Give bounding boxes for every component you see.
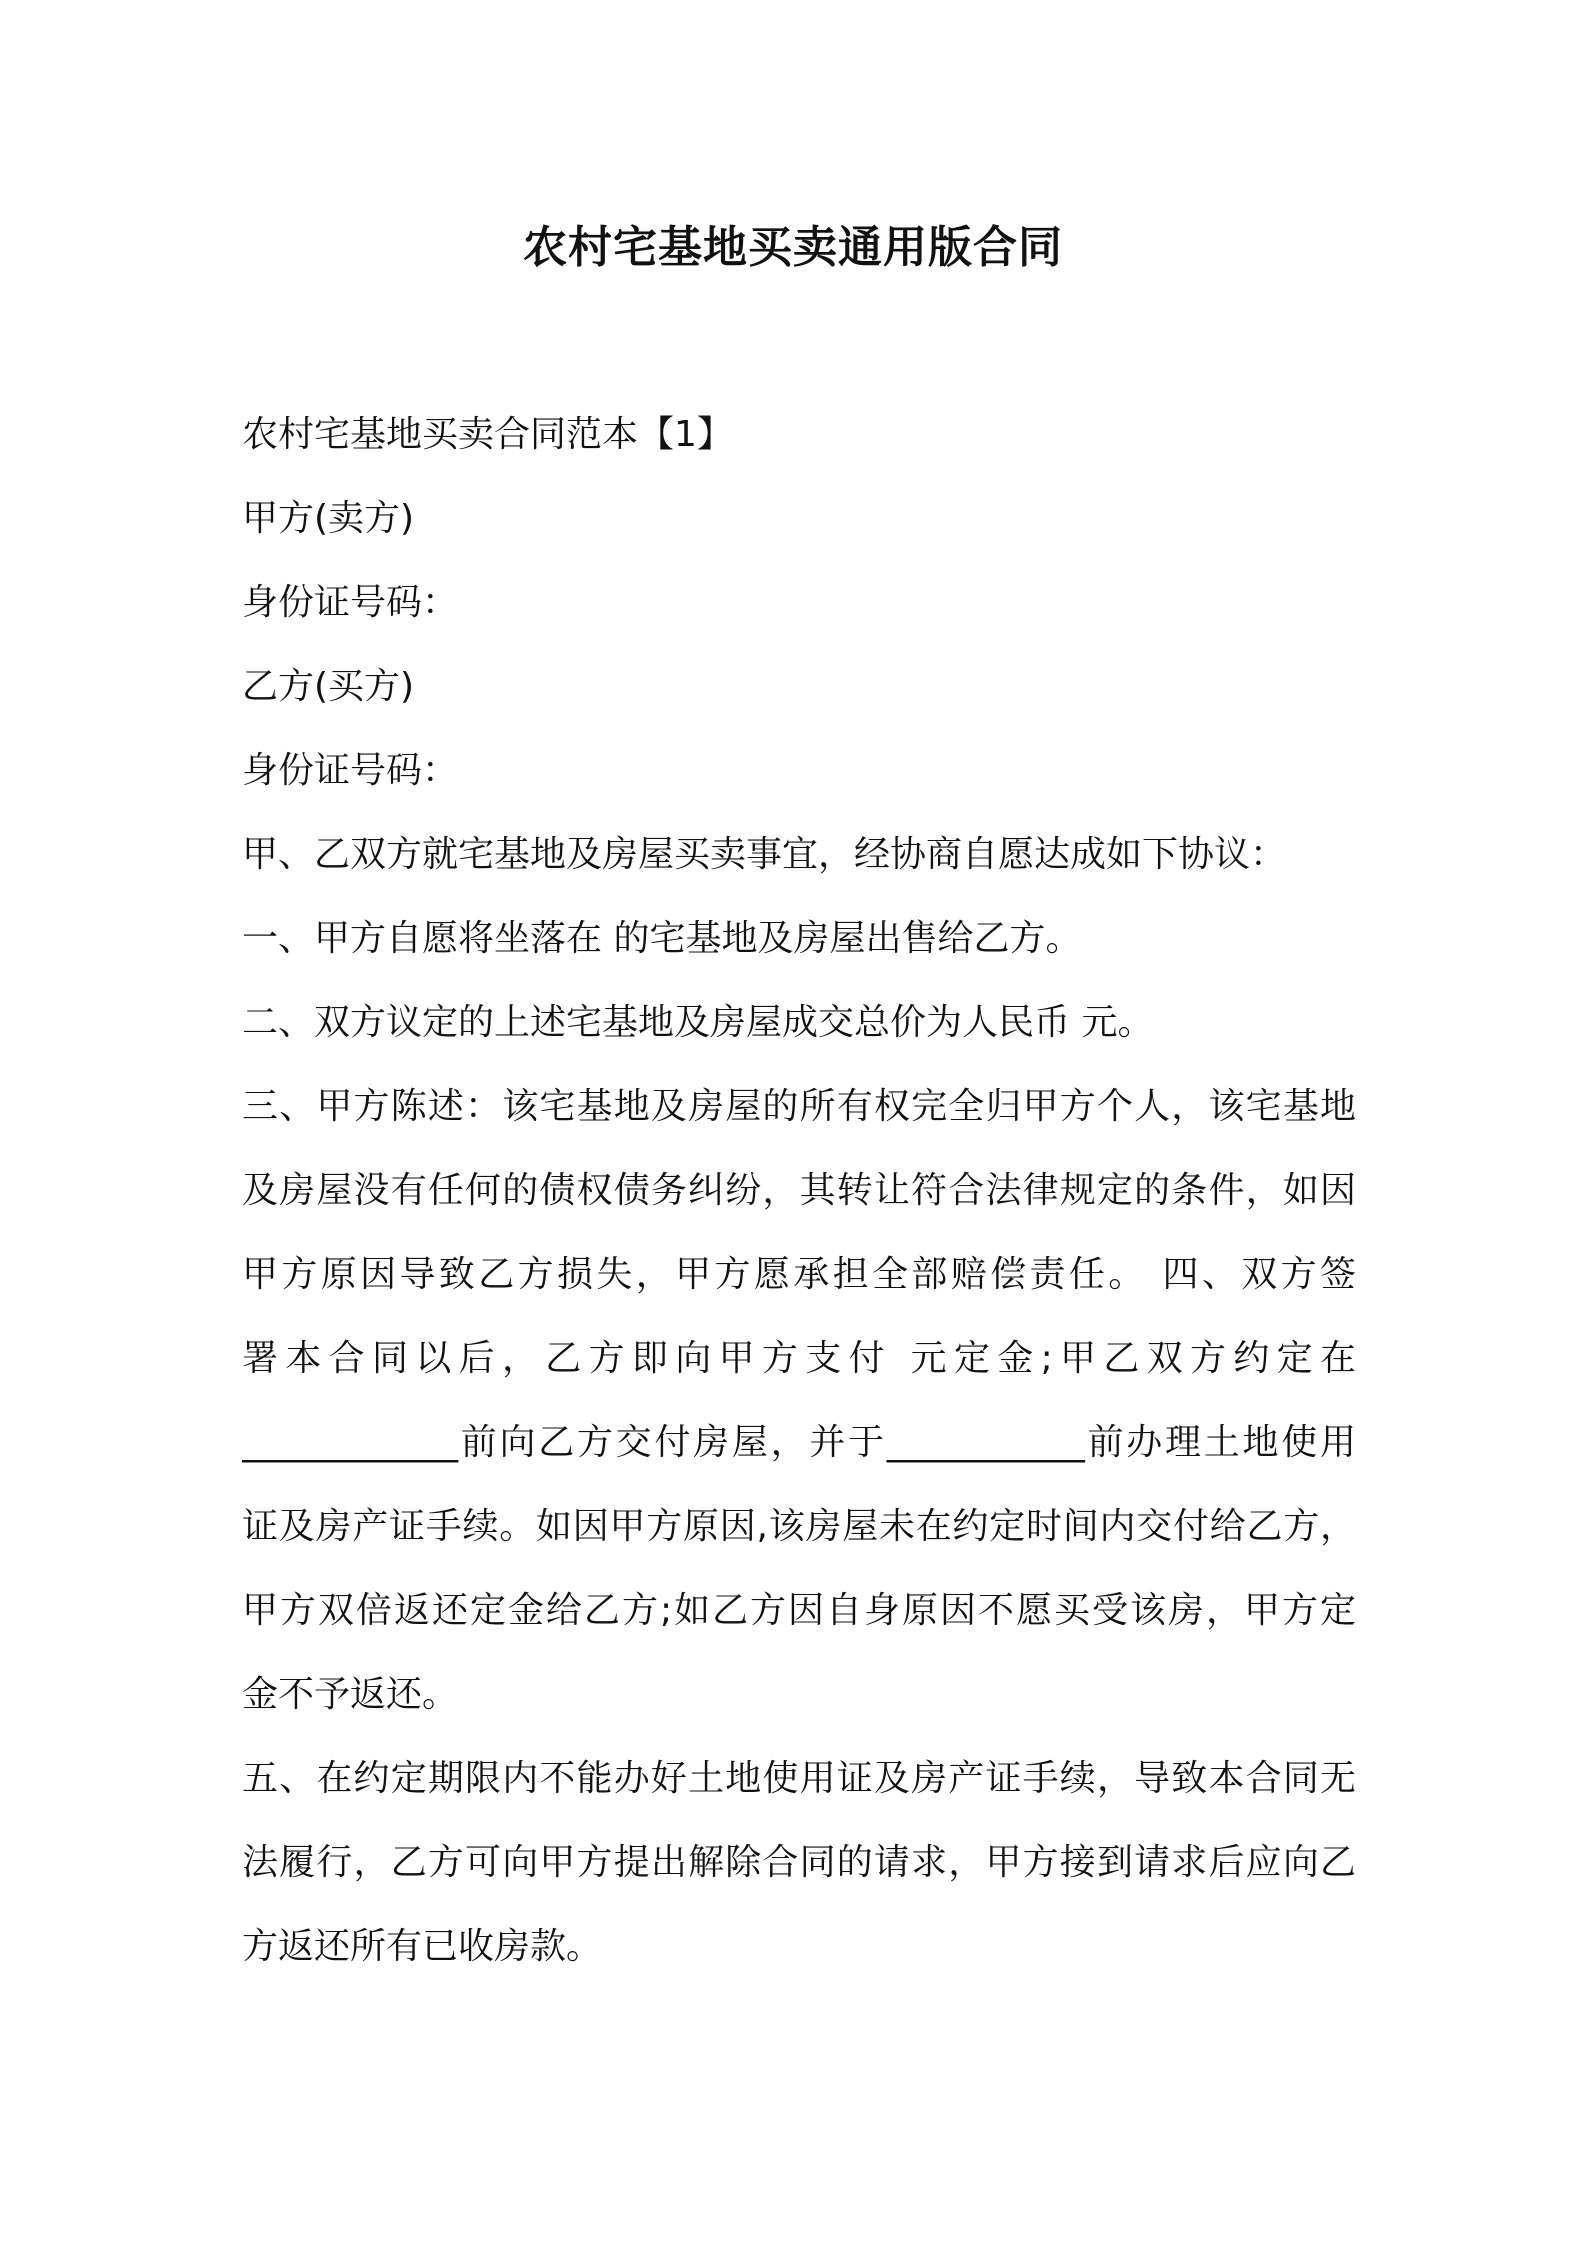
clause-1: 一、甲方自愿将坐落在 的宅基地及房屋出售给乙方。 xyxy=(242,918,1082,959)
clause-4-line-3: 证及房产证手续。如因甲方原因,该房屋未在约定时间内交付给乙方， xyxy=(242,1506,1356,1547)
clause-4-line-5: 金不予返还。 xyxy=(242,1674,459,1715)
agreement-intro: 甲、乙双方就宅基地及房屋买卖事宜，经协商自愿达成如下协议： xyxy=(242,834,1287,875)
contract-subtitle: 农村宅基地买卖合同范本【1】 xyxy=(242,414,733,455)
clause-4-line-2: ____________前向乙方交付房屋，并于___________前办理土地使用 xyxy=(242,1422,1356,1463)
clause-5-line-2: 法履行，乙方可向甲方提出解除合同的请求，甲方接到请求后应向乙 xyxy=(242,1842,1356,1883)
clause-5-line-3: 方返还所有已收房款。 xyxy=(242,1926,603,1967)
document-title: 农村宅基地买卖通用版合同 xyxy=(523,222,1063,273)
clause-3-line-3: 甲方原因导致乙方损失，甲方愿承担全部赔偿责任。 四、双方签 xyxy=(242,1254,1356,1295)
clause-3-line-1: 三、甲方陈述：该宅基地及房屋的所有权完全归甲方个人，该宅基地 xyxy=(242,1086,1356,1127)
clause-4-line-4: 甲方双倍返还定金给乙方;如乙方因自身原因不愿买受该房，甲方定 xyxy=(242,1590,1356,1631)
clause-5-line-1: 五、在约定期限内不能办好土地使用证及房产证手续，导致本合同无 xyxy=(242,1758,1356,1799)
party-b-id-label: 身份证号码： xyxy=(242,750,459,791)
party-b-label: 乙方(买方) xyxy=(242,666,415,707)
clause-2: 二、双方议定的上述宅基地及房屋成交总价为人民币 元。 xyxy=(242,1002,1154,1043)
party-a-id-label: 身份证号码： xyxy=(242,582,459,623)
clause-4-line-1: 署本合同以后，乙方即向甲方支付 元定金;甲乙双方约定在 xyxy=(242,1338,1356,1379)
party-a-label: 甲方(卖方) xyxy=(242,498,415,539)
clause-3-line-2: 及房屋没有任何的债权债务纠纷，其转让符合法律规定的条件，如因 xyxy=(242,1170,1356,1211)
